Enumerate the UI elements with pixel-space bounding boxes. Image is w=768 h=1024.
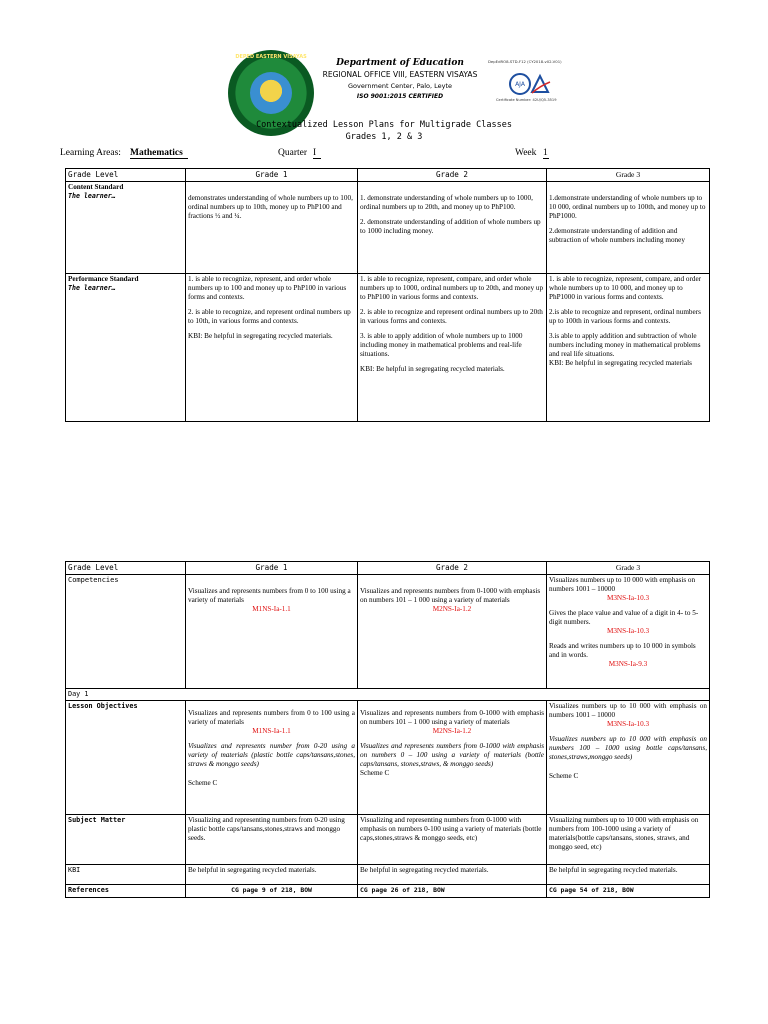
grade2-cell [358, 865, 547, 885]
grade1-text: 2. is able to recognize, and represent ordinal numbers up to 10th, in various forms and contexts. [188, 308, 351, 325]
grade2-cell [358, 182, 547, 274]
row-label-cell [66, 274, 186, 422]
grade3-cell [547, 274, 710, 422]
lesson-table [65, 561, 710, 898]
grade3-reference: CG page 54 of 218, BOW [547, 885, 710, 898]
grade1-text: 1. is able to recognize, represent, and order whole numbers up to 100 and money up to PhP100 in various forms and contexts. [188, 275, 347, 301]
content-standard-label: Content Standard [68, 183, 124, 191]
grade3-competency: Reads and writes numbers up to 10 000 in symbols and in words. [549, 642, 696, 659]
department-name: Department of Education [336, 58, 464, 68]
grade3-scheme: Scheme C [549, 772, 579, 780]
table-row [66, 701, 710, 815]
grade3-objective-italic: Visualizes numbers up to 10 000 with emphasis on numbers 100 – 1000 using bottle caps/tansans, stones,straws,monggo seeds) [549, 735, 707, 761]
lesson-objectives-label: Lesson Objectives [68, 702, 138, 710]
grade2-subject: Visualizing and representing numbers from 0-1000 with emphasis on numbers 0-100 using a variety of materials (bottle caps,stones,straws & monggo seeds, etc) [360, 816, 542, 842]
grade1-cell [186, 182, 358, 274]
row-label-cell [66, 885, 186, 898]
grade1-objective: Visualizes and represents numbers from 0 to 100 using a variety of materials [188, 709, 355, 726]
grade1-subject: Visualizing and representing numbers from 0-20 using plastic bottle caps/tansans,stones,straws and monggo seeds. [188, 816, 345, 842]
column-header: Grade 2 [358, 562, 547, 575]
row-label-cell [66, 865, 186, 885]
grade1-cell [186, 865, 358, 885]
column-header: Grade 1 [186, 169, 358, 182]
grade1-cell [186, 575, 358, 689]
document-title: Contextualized Lesson Plans for Multigrade Classes [256, 120, 512, 130]
table-row [66, 274, 710, 422]
grade3-competency: Gives the place value and value of a digit in 4- to 5-digit numbers. [549, 609, 699, 626]
grade3-cell [547, 182, 710, 274]
grade3-kbi: KBI: Be helpful in segregating recycled materials [549, 359, 692, 367]
grade2-cell [358, 274, 547, 422]
grade2-text: 1. is able to recognize, represent, compare, and order whole numbers up to 1000, ordinal numbers up to 20th, and money up to PhP100 in various forms and contexts. [360, 275, 544, 301]
grade3-cell [547, 865, 710, 885]
table-header-row [66, 562, 710, 575]
grade1-objective-italic: Visualizes and represents number from 0-20 using a variety of materials (plastic bottle caps/tansans,stones, straws & monggo seeds) [188, 742, 355, 768]
column-header: Grade Level [66, 169, 186, 182]
grade3-competency: Visualizes numbers up to 10 000 with emphasis on numbers 1001 – 10000 [549, 576, 696, 593]
week-label: Week [515, 148, 537, 158]
day-label: Day 1 [66, 689, 710, 701]
grade2-reference: CG page 26 of 218, BOW [358, 885, 547, 898]
grade3-code: M3NS-Ia-10.3 [606, 720, 650, 728]
grade2-text: 2. demonstrate understanding of addition of whole numbers up to 1000 including money. [360, 218, 541, 235]
table-row [66, 865, 710, 885]
document-grades: Grades 1, 2 & 3 [345, 132, 423, 142]
grade2-code: M2NS-Ia-1.2 [432, 605, 472, 613]
column-header: Grade 2 [358, 169, 547, 182]
grade1-cell [186, 274, 358, 422]
grade3-text: 1. is able to recognize, represent, compare, and order whole numbers up to 10 000, and money up to PhP1000 in various forms and contexts. [549, 275, 702, 301]
row-label-cell [66, 575, 186, 689]
kbi-label: KBI [68, 866, 81, 874]
grade3-text: 3.is able to apply addition and subtraction of whole numbers including money in mathematical problems and real life situations. [549, 332, 701, 358]
column-header: Grade Level [66, 562, 186, 575]
certificate-number: Certificate Number: 42U/Q5-3519 [496, 98, 557, 102]
grade3-kbi: Be helpful in segregating recycled materials. [549, 866, 678, 874]
grade3-text: 2.is able to recognize and represent, ordinal numbers up to 100th in various forms and contexts. [549, 308, 701, 325]
table-header-row [66, 169, 710, 182]
seal-emblem-icon [250, 72, 292, 114]
grade2-objective: Visualizes and represents numbers from 0-1000 with emphasis on numbers 101 – 1 000 using a variety of materials [360, 709, 544, 726]
learning-area-value: Mathematics [130, 148, 188, 159]
column-header: Grade 3 [547, 169, 710, 182]
grade2-competency: Visualizes and represents numbers from 0-1000 with emphasis on numbers 101 – 1 000 using a variety of materials [360, 587, 541, 604]
certification-badge-icon [508, 70, 552, 98]
grade3-cell [547, 701, 710, 815]
regional-office: REGIONAL OFFICE VIII, EASTERN VISAYAS [322, 70, 478, 79]
grade2-cell [358, 701, 547, 815]
grade3-objective: Visualizes numbers up to 10 000 with emphasis on numbers 1001 – 10000 [549, 702, 707, 719]
table-row [66, 182, 710, 274]
column-header: Grade 1 [186, 562, 358, 575]
row-label-cell [66, 815, 186, 865]
grade2-scheme: Scheme C [360, 769, 390, 777]
grade2-code: M2NS-Ia-1.2 [432, 727, 472, 735]
grade3-cell [547, 815, 710, 865]
grade2-objective-italic: Visualizes and represents numbers from 0-1000 with emphasis on numbers 0 – 100 using a variety of materials (bottle caps/tansans, stones,straws, & monggo seeds) [360, 742, 544, 768]
office-address: Government Center, Palo, Leyte [347, 82, 453, 90]
grade3-subject: Visualizing numbers up to 10 000 with emphasis on numbers from 100-1000 using a variety of materials(bottle caps/tansans, stones, straws, and monggo seed, etc) [549, 816, 699, 851]
grade1-scheme: Scheme C [188, 779, 218, 787]
learner-sub-label: The learner… [68, 284, 116, 292]
grade1-competency: Visualizes and represents numbers from 0 to 100 using a variety of materials [188, 587, 351, 604]
grade1-code: M1NS-Ia-1.1 [252, 605, 291, 613]
grade2-text: 3. is able to apply addition of whole numbers up to 1000 including money in mathematical problems and real-life situations. [360, 332, 523, 358]
column-header: Grade 3 [547, 562, 710, 575]
grade1-cell [186, 701, 358, 815]
grade2-text: 2. is able to recognize and represent ordinal numbers up to 20th in various forms and contexts. [360, 308, 543, 325]
grade2-kbi: KBI: Be helpful in segregating recycled materials. [360, 365, 505, 373]
grade3-code: M3NS-Ia-10.3 [606, 594, 650, 602]
grade3-text: 1.demonstrate understanding of whole numbers up to 10 000, ordinal numbers up to 100th, and money up to PhP1000. [549, 194, 706, 220]
cert-brand: AJA [515, 81, 525, 88]
week-value: 1 [543, 148, 548, 158]
grade1-kbi: KBI: Be helpful in segregating recycled materials. [188, 332, 333, 340]
grade1-code: M1NS-Ia-1.1 [252, 727, 291, 735]
learning-areas-label: Learning Areas: [60, 148, 121, 158]
quarter-value: I [313, 148, 321, 159]
grade2-cell [358, 815, 547, 865]
iso-certification: ISO 9001:2015 CERTIFIED [356, 93, 444, 100]
table-row [66, 575, 710, 689]
grade1-kbi: Be helpful in segregating recycled materials. [188, 866, 317, 874]
grade2-cell [358, 575, 547, 689]
table-row [66, 689, 710, 701]
row-label-cell [66, 182, 186, 274]
grade3-code: M3NS-Ia-9.3 [608, 660, 648, 668]
seal-text: DEPED EASTERN VISAYAS [235, 54, 307, 60]
document-code: DepEdRO8-STD-F12 (CY2018-v02-V01) [488, 59, 562, 64]
grade1-cell [186, 815, 358, 865]
learner-sub-label: The learner… [68, 192, 116, 200]
grade1-reference: CG page 9 of 218, BOW [186, 885, 358, 898]
grade3-cell [547, 575, 710, 689]
grade2-text: 1. demonstrate understanding of whole numbers up to 1000, ordinal numbers up to 20th, and money up to PhP100. [360, 194, 533, 211]
grade3-text: 2.demonstrate understanding of addition and subtraction of whole numbers including money [549, 227, 685, 244]
standards-table [65, 168, 710, 422]
competencies-label: Competencies [68, 576, 119, 584]
subject-matter-label: Subject Matter [68, 816, 126, 824]
performance-standard-label: Performance Standard [68, 275, 139, 283]
grade3-code: M3NS-Ia-10.3 [606, 627, 650, 635]
references-label: References [68, 886, 109, 894]
grade1-text: demonstrates understanding of whole numbers up to 100, ordinal numbers up to 10th, money up to PhP100 and fractions ½ and ¼. [188, 194, 353, 220]
grade2-kbi: Be helpful in segregating recycled materials. [360, 866, 489, 874]
table-row [66, 885, 710, 898]
row-label-cell [66, 701, 186, 815]
table-row [66, 815, 710, 865]
quarter-label: Quarter [278, 148, 308, 158]
